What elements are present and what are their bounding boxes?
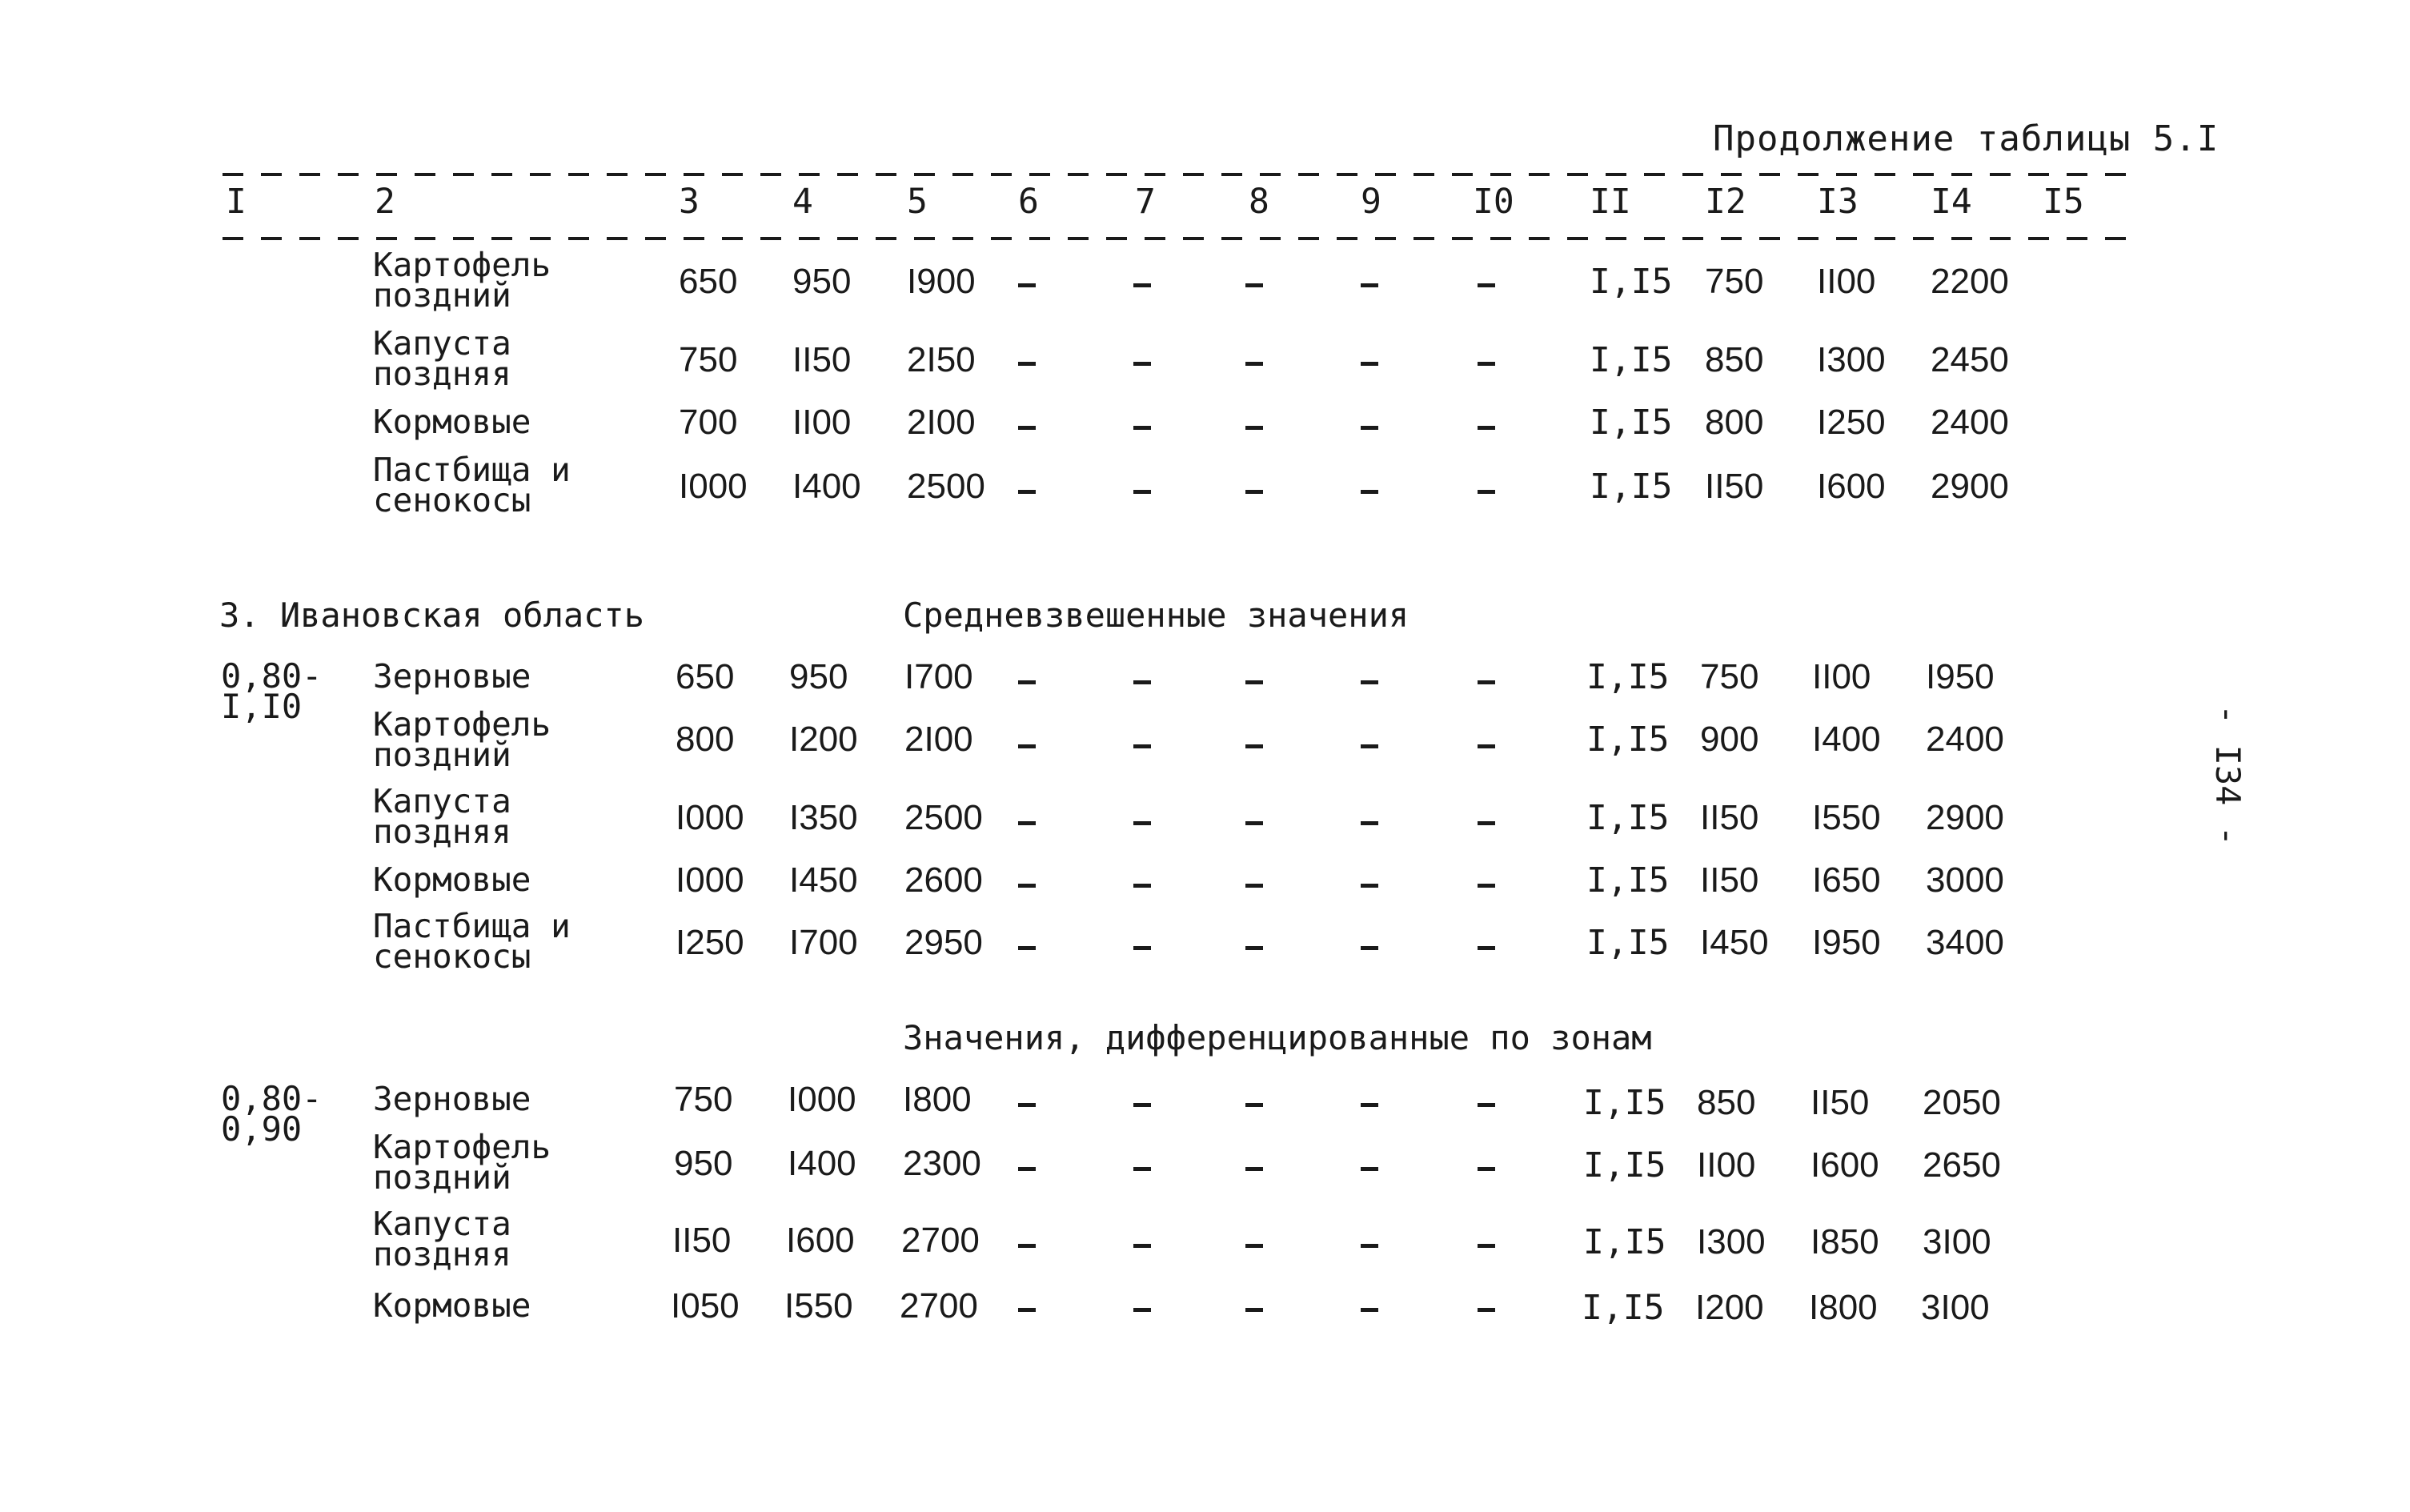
value-col5: I900 <box>907 262 976 301</box>
value-col12: 850 <box>1697 1083 1756 1122</box>
empty-value-dash <box>1018 821 1036 825</box>
value-col12: II50 <box>1700 860 1759 900</box>
empty-value-dash <box>1018 1103 1036 1107</box>
empty-value-dash <box>1018 490 1036 494</box>
empty-value-dash <box>1361 946 1378 950</box>
empty-value-dash <box>1478 946 1495 950</box>
crop-name: Картофель поздний <box>373 705 551 774</box>
crop-name: Пастбища и сенокосы <box>373 907 571 976</box>
value-col12: 900 <box>1700 720 1759 759</box>
table-row <box>0 860 2410 912</box>
empty-value-dash <box>1245 744 1263 748</box>
value-col4: I200 <box>789 720 858 759</box>
column-header: I2 <box>1705 182 1746 222</box>
value-col12: 850 <box>1705 340 1764 379</box>
value-col4: I350 <box>789 798 858 837</box>
table-row <box>0 403 2410 455</box>
column-header: I0 <box>1473 182 1514 222</box>
empty-value-dash <box>1245 1167 1263 1171</box>
empty-value-dash <box>1133 426 1151 430</box>
column-header: I <box>226 182 247 222</box>
empty-value-dash <box>1478 884 1495 888</box>
empty-value-dash <box>1361 490 1378 494</box>
value-col5: 2I50 <box>907 340 976 379</box>
table-row <box>0 782 2410 858</box>
empty-value-dash <box>1133 744 1151 748</box>
value-col13: I850 <box>1811 1222 1879 1261</box>
empty-value-dash <box>1245 946 1263 950</box>
empty-value-dash <box>1133 1103 1151 1107</box>
empty-value-dash <box>1245 821 1263 825</box>
value-col3: I250 <box>676 923 744 962</box>
empty-value-dash <box>1478 1103 1495 1107</box>
empty-value-dash <box>1133 1244 1151 1248</box>
empty-value-dash <box>1361 426 1378 430</box>
value-col11: I,I5 <box>1590 403 1673 443</box>
empty-value-dash <box>1478 283 1495 287</box>
crop-name: Капуста поздняя <box>373 324 511 393</box>
empty-value-dash <box>1478 1167 1495 1171</box>
table-row <box>0 1128 2410 1204</box>
empty-value-dash <box>1245 362 1263 366</box>
value-col12: I200 <box>1695 1288 1764 1327</box>
empty-value-dash <box>1478 821 1495 825</box>
value-col13: II00 <box>1812 657 1871 696</box>
value-col4: I600 <box>786 1221 855 1260</box>
table-row <box>0 1080 2410 1132</box>
value-col12: I450 <box>1700 923 1769 962</box>
empty-value-dash <box>1478 1308 1495 1312</box>
value-col14: 2650 <box>1923 1145 2001 1185</box>
table-row <box>0 907 2410 983</box>
empty-value-dash <box>1361 1308 1378 1312</box>
value-col11: I,I5 <box>1590 467 1673 507</box>
empty-value-dash <box>1361 1244 1378 1248</box>
empty-value-dash <box>1478 362 1495 366</box>
value-col14: 3400 <box>1926 923 2004 962</box>
value-col4: I700 <box>789 923 858 962</box>
value-col13: II00 <box>1817 262 1876 301</box>
value-col11: I,I5 <box>1590 262 1673 302</box>
value-col4: 950 <box>789 657 848 696</box>
empty-value-dash <box>1478 680 1495 684</box>
value-col3: II50 <box>672 1221 732 1260</box>
value-col11: I,I5 <box>1586 798 1670 838</box>
empty-value-dash <box>1478 490 1495 494</box>
crop-name: Зерновые <box>373 1080 531 1118</box>
value-col3: 650 <box>679 262 738 301</box>
column-header: I3 <box>1817 182 1859 222</box>
empty-value-dash <box>1133 362 1151 366</box>
empty-value-dash <box>1478 1244 1495 1248</box>
value-col14: I950 <box>1926 657 1995 696</box>
value-col3: I050 <box>671 1286 740 1326</box>
crop-name: Капуста поздняя <box>373 1205 511 1273</box>
crop-name: Зерновые <box>373 657 531 696</box>
column-header: 6 <box>1018 182 1039 222</box>
value-col4: I450 <box>789 860 858 900</box>
empty-value-dash <box>1133 490 1151 494</box>
empty-value-dash <box>1133 946 1151 950</box>
empty-value-dash <box>1018 946 1036 950</box>
table-row <box>0 324 2410 400</box>
value-col4: 950 <box>792 262 852 301</box>
table-row <box>0 451 2410 527</box>
empty-value-dash <box>1361 884 1378 888</box>
value-col3: I000 <box>676 860 744 900</box>
value-col12: 750 <box>1705 262 1764 301</box>
crop-name: Картофель поздний <box>373 1128 551 1197</box>
empty-value-dash <box>1361 821 1378 825</box>
empty-value-dash <box>1361 362 1378 366</box>
value-col11: I,I5 <box>1586 657 1670 697</box>
empty-value-dash <box>1018 1308 1036 1312</box>
value-col14: 3000 <box>1926 860 2004 900</box>
empty-value-dash <box>1245 283 1263 287</box>
value-col3: I000 <box>679 467 748 506</box>
empty-value-dash <box>1245 1308 1263 1312</box>
value-col11: I,I5 <box>1582 1288 1665 1328</box>
value-col5: 2700 <box>901 1221 980 1260</box>
value-col11: I,I5 <box>1583 1222 1666 1262</box>
value-col11: I,I5 <box>1583 1145 1666 1185</box>
empty-value-dash <box>1133 1308 1151 1312</box>
value-col3: 650 <box>676 657 735 696</box>
column-header: II <box>1590 182 1631 222</box>
empty-value-dash <box>1018 283 1036 287</box>
column-header: 8 <box>1249 182 1269 222</box>
empty-value-dash <box>1245 680 1263 684</box>
table-row <box>0 1286 2410 1338</box>
value-col12: II50 <box>1705 467 1764 506</box>
zone-range-average: 0,80- I,I0 <box>221 656 323 726</box>
value-col5: 2500 <box>904 798 983 837</box>
value-col5: 2I00 <box>907 403 976 442</box>
region-title: 3. Ивановская область <box>219 596 645 635</box>
empty-value-dash <box>1133 283 1151 287</box>
empty-value-dash <box>1361 1167 1378 1171</box>
table-caption: Продолжение таблицы 5.I <box>1713 118 2220 159</box>
value-col13: I800 <box>1809 1288 1878 1327</box>
value-col14: 2400 <box>1931 403 2009 442</box>
empty-value-dash <box>1245 884 1263 888</box>
empty-value-dash <box>1018 1244 1036 1248</box>
value-col14: 2900 <box>1926 798 2004 837</box>
empty-value-dash <box>1245 490 1263 494</box>
empty-value-dash <box>1361 1103 1378 1107</box>
column-header: 5 <box>907 182 928 222</box>
empty-value-dash <box>1133 680 1151 684</box>
column-header: 7 <box>1135 182 1156 222</box>
value-col5: I800 <box>903 1080 972 1119</box>
empty-value-dash <box>1133 1167 1151 1171</box>
crop-name: Капуста поздняя <box>373 782 511 851</box>
header-top-rule <box>223 173 2135 176</box>
value-col11: I,I5 <box>1586 923 1670 963</box>
value-col11: I,I5 <box>1590 340 1673 380</box>
page-number: - I34 - <box>2208 704 2248 847</box>
value-col14: 2050 <box>1923 1083 2001 1122</box>
value-col14: 2200 <box>1931 262 2009 301</box>
column-header: 4 <box>792 182 813 222</box>
empty-value-dash <box>1018 744 1036 748</box>
value-col5: 2950 <box>904 923 983 962</box>
value-col5: 2700 <box>900 1286 978 1326</box>
value-col12: II00 <box>1697 1145 1756 1185</box>
value-col5: 2300 <box>903 1144 981 1183</box>
table-row <box>0 246 2410 322</box>
empty-value-dash <box>1478 426 1495 430</box>
crop-name: Пастбища и сенокосы <box>373 451 571 519</box>
value-col13: II50 <box>1811 1083 1870 1122</box>
value-col3: 700 <box>679 403 738 442</box>
value-col4: I400 <box>792 467 861 506</box>
value-col11: I,I5 <box>1586 860 1670 900</box>
value-col4: I400 <box>788 1144 856 1183</box>
value-col4: I550 <box>784 1286 853 1326</box>
value-col13: I950 <box>1812 923 1881 962</box>
value-col11: I,I5 <box>1586 720 1670 760</box>
value-col12: I300 <box>1697 1222 1766 1261</box>
value-col4: II50 <box>792 340 852 379</box>
value-col12: 750 <box>1700 657 1759 696</box>
column-header: 9 <box>1361 182 1381 222</box>
value-col5: 2I00 <box>904 720 973 759</box>
value-col3: 750 <box>674 1080 733 1119</box>
value-col13: I550 <box>1812 798 1881 837</box>
value-col11: I,I5 <box>1583 1083 1666 1123</box>
empty-value-dash <box>1018 884 1036 888</box>
value-col3: 950 <box>674 1144 733 1183</box>
value-col14: 3I00 <box>1923 1222 1991 1261</box>
value-col14: 2400 <box>1926 720 2004 759</box>
value-col13: I400 <box>1812 720 1881 759</box>
empty-value-dash <box>1018 1167 1036 1171</box>
crop-name: Кормовые <box>373 860 531 899</box>
empty-value-dash <box>1245 426 1263 430</box>
table-row <box>0 705 2410 781</box>
value-col5: I700 <box>904 657 973 696</box>
subtitle-zoned-values: Значения, дифференцированные по зонам <box>903 1018 1652 1057</box>
empty-value-dash <box>1018 426 1036 430</box>
empty-value-dash <box>1245 1103 1263 1107</box>
empty-value-dash <box>1361 680 1378 684</box>
value-col13: I250 <box>1817 403 1886 442</box>
empty-value-dash <box>1361 744 1378 748</box>
column-header: 2 <box>375 182 395 222</box>
column-header: 3 <box>679 182 700 222</box>
empty-value-dash <box>1133 884 1151 888</box>
value-col3: 750 <box>679 340 738 379</box>
value-col4: I000 <box>788 1080 856 1119</box>
table-row <box>0 657 2410 709</box>
value-col13: I600 <box>1811 1145 1879 1185</box>
value-col13: I600 <box>1817 467 1886 506</box>
empty-value-dash <box>1361 283 1378 287</box>
empty-value-dash <box>1478 744 1495 748</box>
value-col14: 2450 <box>1931 340 2009 379</box>
header-bottom-rule <box>223 237 2135 240</box>
value-col4: II00 <box>792 403 852 442</box>
empty-value-dash <box>1133 821 1151 825</box>
crop-name: Картофель поздний <box>373 246 551 315</box>
value-col3: I000 <box>676 798 744 837</box>
empty-value-dash <box>1018 680 1036 684</box>
column-header: I4 <box>1931 182 1972 222</box>
table-row <box>0 1205 2410 1281</box>
empty-value-dash <box>1018 362 1036 366</box>
value-col12: II50 <box>1700 798 1759 837</box>
value-col13: I300 <box>1817 340 1886 379</box>
value-col5: 2500 <box>907 467 985 506</box>
value-col14: 2900 <box>1931 467 2009 506</box>
value-col12: 800 <box>1705 403 1764 442</box>
subtitle-weighted-average: Средневзвешенные значения <box>903 596 1410 635</box>
crop-name: Кормовые <box>373 1286 531 1325</box>
value-col5: 2600 <box>904 860 983 900</box>
zone-range-differentiated: 0,80- 0,90 <box>221 1079 323 1149</box>
column-header: I5 <box>2043 182 2084 222</box>
crop-name: Кормовые <box>373 403 531 441</box>
empty-value-dash <box>1245 1244 1263 1248</box>
value-col3: 800 <box>676 720 735 759</box>
value-col14: 3I00 <box>1921 1288 1990 1327</box>
value-col13: I650 <box>1812 860 1881 900</box>
